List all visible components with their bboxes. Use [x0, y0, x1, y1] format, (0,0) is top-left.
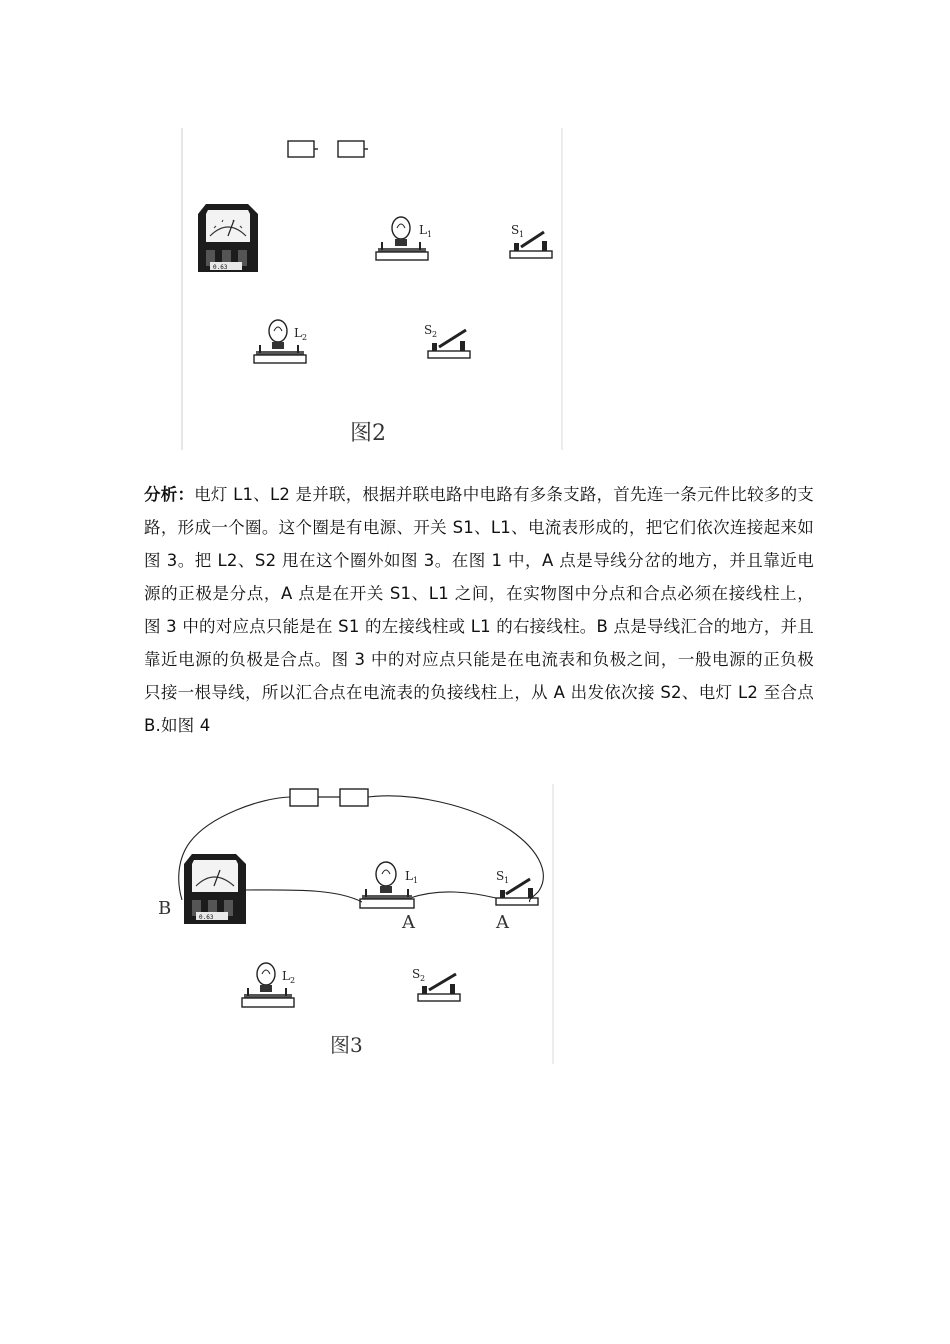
- s2-label: S: [412, 967, 421, 981]
- battery-icon: [290, 789, 368, 806]
- figure-2-caption: 图2: [350, 421, 386, 446]
- point-b-label: B: [158, 898, 172, 919]
- s1-subscript: 1: [519, 230, 525, 239]
- l2-label: L: [282, 969, 290, 983]
- svg-text:0.63: 0.63: [199, 914, 214, 921]
- l1-subscript: 1: [427, 230, 433, 239]
- point-a-label-l1: A: [402, 912, 415, 933]
- analysis-paragraph: [144, 478, 814, 742]
- l2-subscript: 2: [302, 333, 308, 342]
- l2-label: L: [294, 326, 302, 340]
- s2-subscript: 2: [432, 330, 438, 339]
- svg-text:0.63: 0.63: [213, 264, 228, 271]
- figure-2-diagram: [176, 124, 568, 454]
- ammeter-icon: [184, 854, 246, 924]
- analysis-body: 电灯 L1、L2 是并联，根据并联电路中电路有多条支路，首先连一条元件比较多的支路，形成一个圈。这个圈是有电源、开关 S1、L1、电流表形成的，把它们依次连接起来如图 3。把 L2、S2 甩在这个圈外如图 3。在图 1 中，A 点是导线分岔的地方，并且靠近电源的正极是分点，A 点是在开关 S1、L1 之间，在实物图中分点和合点必须在接线柱上，图 3 中的对应点只能是在 S1 的左接线柱或 L1 的右接线柱。B 点是导线汇合的地方，并且靠近电源的负极是合点。图 3 中的对应点只能是在电流表和负极之间，一般电源的正负极只接一根导线，所以汇合点在电流表的负接线柱上，从 A 出发依次接 S2、电灯 L2 至合点 B.如图 4: [144, 485, 814, 735]
- figure-3: [150, 780, 560, 1068]
- analysis-lead: 分析：: [144, 485, 195, 504]
- s1-subscript: 1: [504, 876, 510, 885]
- point-a-label-s1: A: [496, 912, 509, 933]
- l1-subscript: 1: [413, 876, 419, 885]
- figure-2: [176, 124, 568, 454]
- l2-subscript: 2: [290, 976, 296, 985]
- l1-label: L: [405, 869, 413, 883]
- s2-label: S: [424, 323, 433, 337]
- figure-3-diagram: [150, 780, 560, 1068]
- battery-icon: [288, 141, 368, 157]
- s2-subscript: 2: [420, 974, 426, 983]
- s1-label: S: [496, 869, 505, 883]
- figure-3-caption: 图3: [330, 1033, 363, 1057]
- l1-label: L: [419, 223, 427, 237]
- s1-label: S: [511, 223, 520, 237]
- ammeter-icon: [198, 204, 258, 272]
